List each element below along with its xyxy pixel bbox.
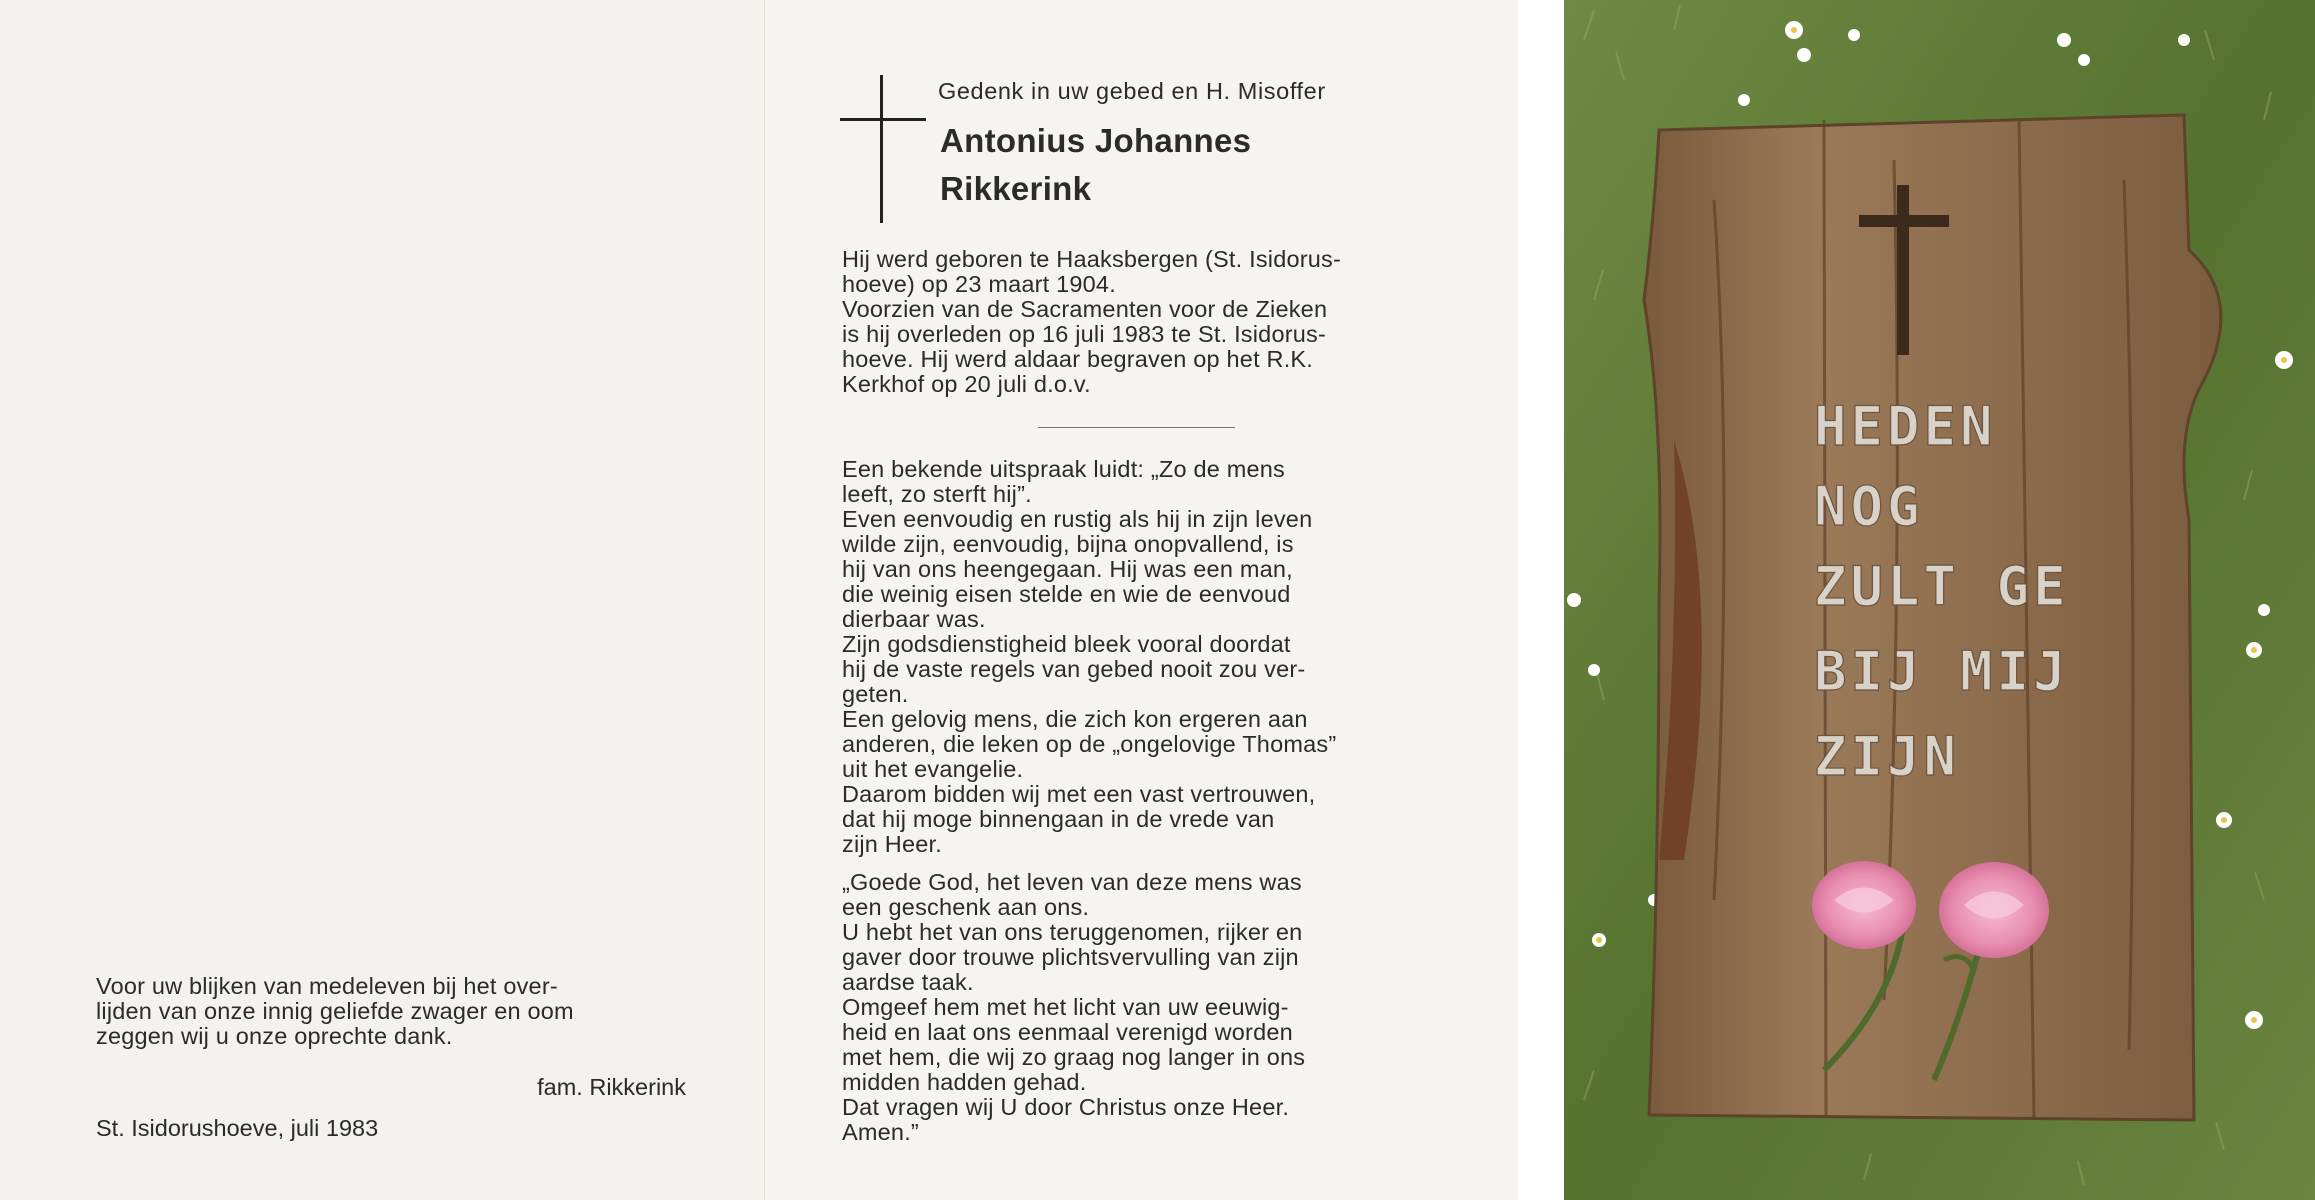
prayer-line: aardse taak.	[842, 969, 974, 995]
bio-line: hoeve) op 23 maart 1904.	[842, 271, 1116, 297]
body-line: Zijn godsdienstigheid bleek vooral doordat	[842, 631, 1291, 657]
carved-line: BIJ MIJ	[1814, 640, 2070, 703]
memorial-photo	[1564, 0, 2315, 1200]
prayer-line: met hem, die wij zo graag nog langer in ons	[842, 1044, 1306, 1070]
place-date: St. Isidorushoeve, juli 1983	[96, 1115, 379, 1141]
body-line: Een bekende uitspraak luidt: „Zo de mens	[842, 456, 1286, 482]
thanks-line: zeggen wij u onze oprechte dank.	[96, 1023, 453, 1049]
deceased-name-first: Antonius Johannes	[940, 122, 1252, 159]
deceased-name-last: Rikkerink	[940, 170, 1092, 207]
prayer-line: U hebt het van ons teruggenomen, rijker en	[842, 919, 1303, 945]
bio-line: is hij overleden op 16 juli 1983 te St. Isidorus-	[842, 321, 1326, 347]
bio-line: hoeve. Hij werd aldaar begraven op het R.K.	[842, 346, 1314, 372]
prayer-line: gaver door trouwe plichtsvervulling van zijn	[842, 944, 1299, 970]
prayer-line: „Goede God, het leven van deze mens was	[842, 869, 1302, 895]
body-line: Even eenvoudig en rustig als hij in zijn leven	[842, 506, 1313, 532]
body-line: wilde zijn, eenvoudig, bijna onopvallend, is	[842, 531, 1294, 557]
prayer-line: midden hadden gehad.	[842, 1069, 1087, 1095]
body-line: hij de vaste regels van gebed nooit zou ver-	[842, 656, 1306, 682]
prayer-line: Omgeef hem met het licht van uw eeuwig-	[842, 994, 1289, 1020]
body-line: die weinig eisen stelde en wie de eenvoud	[842, 581, 1291, 607]
carved-line: NOG	[1814, 475, 1924, 538]
carved-line: ZIJN	[1814, 725, 1961, 788]
body-line: zijn Heer.	[842, 831, 942, 857]
body-line: uit het evangelie.	[842, 756, 1024, 782]
prayer-line: Dat vragen wij U door Christus onze Heer.	[842, 1094, 1290, 1120]
carved-line: ZULT GE	[1814, 555, 2070, 618]
bio-line: Hij werd geboren te Haaksbergen (St. Isidorus-	[842, 246, 1342, 272]
prayer-line: een geschenk aan ons.	[842, 894, 1090, 920]
separator-line	[1038, 427, 1235, 428]
thanks-line: lijden van onze innig geliefde zwager en oom	[96, 998, 574, 1024]
body-line: anderen, die leken op de „ongelovige Thomas”	[842, 731, 1337, 757]
prayer-paragraph	[842, 870, 1432, 1145]
tribute-paragraph	[842, 457, 1432, 857]
cross-icon	[840, 75, 926, 223]
bio-line: Kerkhof op 20 juli d.o.v.	[842, 371, 1091, 397]
photo-illustration	[1564, 0, 2315, 1200]
memorial-header: Gedenk in uw gebed en H. Misoffer	[938, 78, 1326, 104]
prayer-line: Amen.”	[842, 1119, 919, 1145]
prayer-line: heid en laat ons eenmaal verenigd worden	[842, 1019, 1293, 1045]
thanks-line: Voor uw blijken van medeleven bij het over-	[96, 973, 558, 999]
body-line: hij van ons heengegaan. Hij was een man,	[842, 556, 1293, 582]
body-line: leeft, zo sterft hij”.	[842, 481, 1032, 507]
carved-line: HEDEN	[1814, 395, 1997, 458]
bio-line: Voorzien van de Sacramenten voor de Zieken	[842, 296, 1328, 322]
body-line: dierbaar was.	[842, 606, 986, 632]
body-line: Een gelovig mens, die zich kon ergeren aan	[842, 706, 1308, 732]
body-line: dat hij moge binnengaan in de vrede van	[842, 806, 1275, 832]
body-line: geten.	[842, 681, 909, 707]
body-line: Daarom bidden wij met een vast vertrouwen,	[842, 781, 1316, 807]
thanks-message	[96, 974, 686, 1049]
card-back-panel	[0, 0, 765, 1200]
biography-paragraph	[842, 247, 1432, 397]
family-signature: fam. Rikkerink	[537, 1074, 686, 1100]
